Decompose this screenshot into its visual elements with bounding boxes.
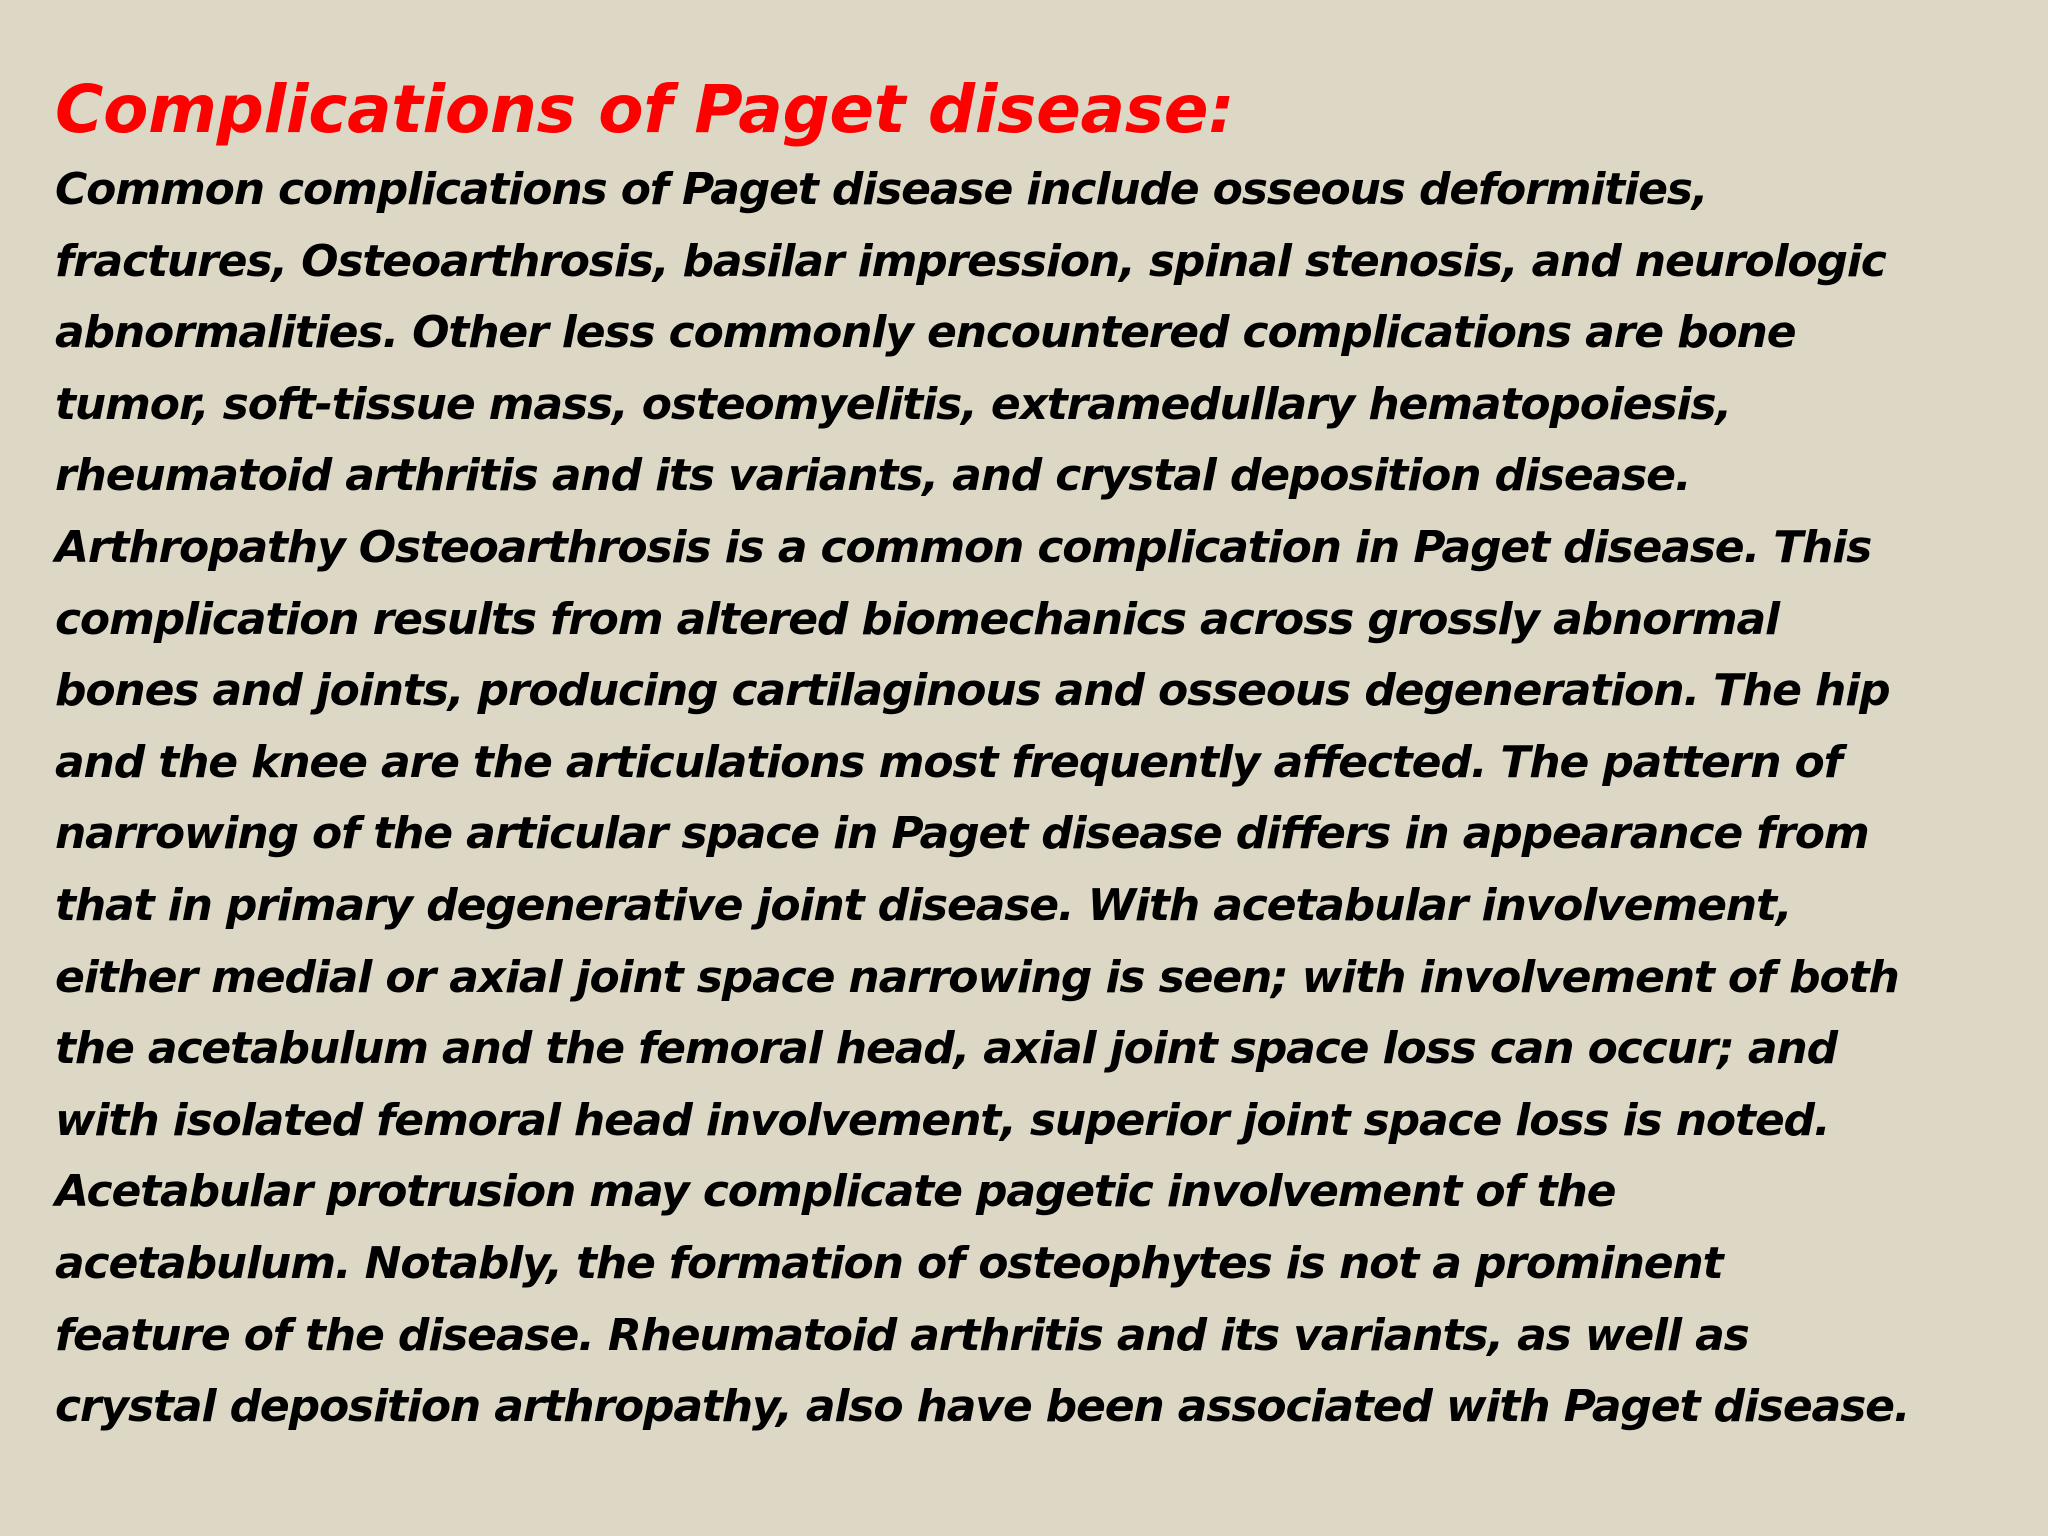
- body-line: acetabulum. Notably, the formation of osteophytes is not a prominent: [55, 1237, 1723, 1289]
- body-line: the acetabulum and the femoral head, axial joint space loss can occur; and: [55, 1023, 1837, 1075]
- body-line: tumor, soft-tissue mass, osteomyelitis, extramedullary hematopoiesis,: [55, 378, 1732, 430]
- body-line: bones and joints, producing cartilaginous and osseous degeneration. The hip: [55, 665, 1890, 717]
- body-line: and the knee are the articulations most frequently affected. The pattern of: [55, 736, 1842, 788]
- body-line: Acetabular protrusion may complicate pagetic involvement of the: [55, 1166, 1616, 1218]
- body-line: rheumatoid arthritis and its variants, and crystal deposition disease.: [55, 450, 1691, 502]
- body-line: with isolated femoral head involvement, superior joint space loss is noted.: [55, 1094, 1830, 1146]
- body-line: abnormalities. Other less commonly encountered complications are bone: [55, 307, 1796, 359]
- body-line: Arthropathy Osteoarthrosis is a common complication in Paget disease. This: [55, 521, 1872, 573]
- body-line: fractures, Osteoarthrosis, basilar impression, spinal stenosis, and neurologic: [55, 235, 1886, 287]
- body-line: Common complications of Paget disease include osseous deformities,: [55, 164, 1708, 215]
- body-line: complication results from altered biomechanics across grossly abnormal: [55, 593, 1779, 645]
- body-line: crystal deposition arthropathy, also have been associated with Paget disease.: [55, 1381, 1910, 1433]
- slide-body: [55, 154, 1996, 1443]
- body-line: feature of the disease. Rheumatoid arthritis and its variants, as well as: [55, 1309, 1749, 1361]
- slide-title: Complications of Paget disease:: [55, 71, 1235, 148]
- body-line: either medial or axial joint space narrowing is seen; with involvement of both: [55, 951, 1899, 1003]
- body-line: narrowing of the articular space in Paget disease differs in appearance from: [55, 808, 1869, 860]
- body-line: that in primary degenerative joint disease. With acetabular involvement,: [55, 879, 1792, 931]
